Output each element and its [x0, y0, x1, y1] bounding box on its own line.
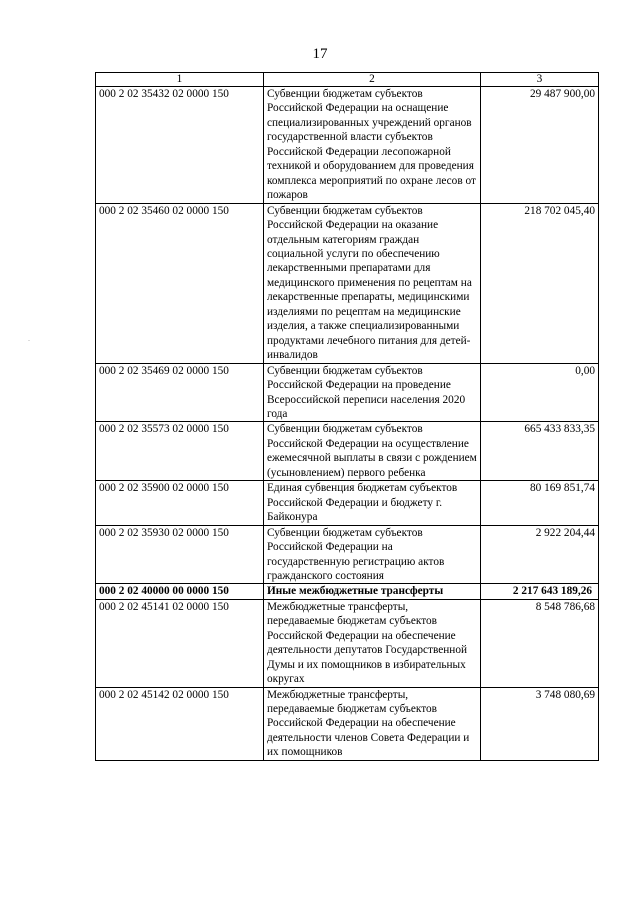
table-row [96, 599, 599, 687]
description-cell: Межбюджетные трансферты, передаваемые бюджетам субъектов Российской Федерации на обеспечение деятельности депутатов Государственной Думы и их помощников в избирательных округах [264, 599, 481, 687]
budget-code-cell: 000 2 02 35469 02 0000 150 [96, 363, 264, 422]
description-cell: Субвенции бюджетам субъектов Российской Федерации на осуществление ежемесячной выплаты в связи с рождением (усыновлением) первого ребенка [264, 422, 481, 481]
budget-code-cell: 000 2 02 45142 02 0000 150 [96, 687, 264, 760]
budget-code-cell: 000 2 02 35432 02 0000 150 [96, 87, 264, 204]
table-row [96, 525, 599, 584]
table-header-row [96, 73, 599, 87]
budget-code-cell: 000 2 02 35573 02 0000 150 [96, 422, 264, 481]
table-row [96, 87, 599, 204]
column-header-description: 2 [264, 73, 481, 87]
table-row [96, 481, 599, 525]
amount-cell: 0,00 [481, 363, 599, 422]
budget-code-cell: 000 2 02 45141 02 0000 150 [96, 599, 264, 687]
description-cell: Субвенции бюджетам субъектов Российской Федерации на оснащение специализированных учреждений органов государственной власти субъектов Российской Федерации лесопожарной техникой и оборудованием для проведения комплекса мероприятий по охране лесов от пожаров [264, 87, 481, 204]
budget-code-cell: 000 2 02 35930 02 0000 150 [96, 525, 264, 584]
description-cell: Единая субвенция бюджетам субъектов Российской Федерации и бюджету г. Байконура [264, 481, 481, 525]
table-row [96, 687, 599, 760]
budget-code-cell: 000 2 02 35460 02 0000 150 [96, 203, 264, 363]
amount-cell: 218 702 045,40 [481, 203, 599, 363]
budget-table [95, 72, 599, 761]
description-cell: Субвенции бюджетам субъектов Российской Федерации на оказание отдельным категориям граждан социальной услуги по обеспечению лекарственными препаратами для медицинского применения по рецептам на лекарственные препараты, медицинскими изделиями по рецептам на медицинские изделия, а также специализированными продуктами лечебного питания для детей-инвалидов [264, 203, 481, 363]
scan-artifact [28, 340, 30, 341]
amount-cell: 3 748 080,69 [481, 687, 599, 760]
amount-cell: 8 548 786,68 [481, 599, 599, 687]
table-row [96, 422, 599, 481]
column-header-amount: 3 [481, 73, 599, 87]
table-row [96, 363, 599, 422]
description-cell: Субвенции бюджетам субъектов Российской Федерации на государственную регистрацию актов гражданского состояния [264, 525, 481, 584]
budget-code-cell: 000 2 02 35900 02 0000 150 [96, 481, 264, 525]
page-number: 17 [312, 46, 328, 62]
amount-cell: 2 922 204,44 [481, 525, 599, 584]
description-cell: Субвенции бюджетам субъектов Российской Федерации на проведение Всероссийской переписи населения 2020 года [264, 363, 481, 422]
table-row [96, 203, 599, 363]
amount-cell: 2 217 643 189,26 [481, 584, 599, 599]
table-row-total [96, 584, 599, 599]
budget-code-cell: 000 2 02 40000 00 0000 150 [96, 584, 264, 599]
amount-cell: 665 433 833,35 [481, 422, 599, 481]
amount-cell: 80 169 851,74 [481, 481, 599, 525]
column-header-code: 1 [96, 73, 264, 87]
amount-cell: 29 487 900,00 [481, 87, 599, 204]
description-cell: Иные межбюджетные трансферты [264, 584, 481, 599]
description-cell: Межбюджетные трансферты, передаваемые бюджетам субъектов Российской Федерации на обеспечение деятельности членов Совета Федерации и их помощников [264, 687, 481, 760]
